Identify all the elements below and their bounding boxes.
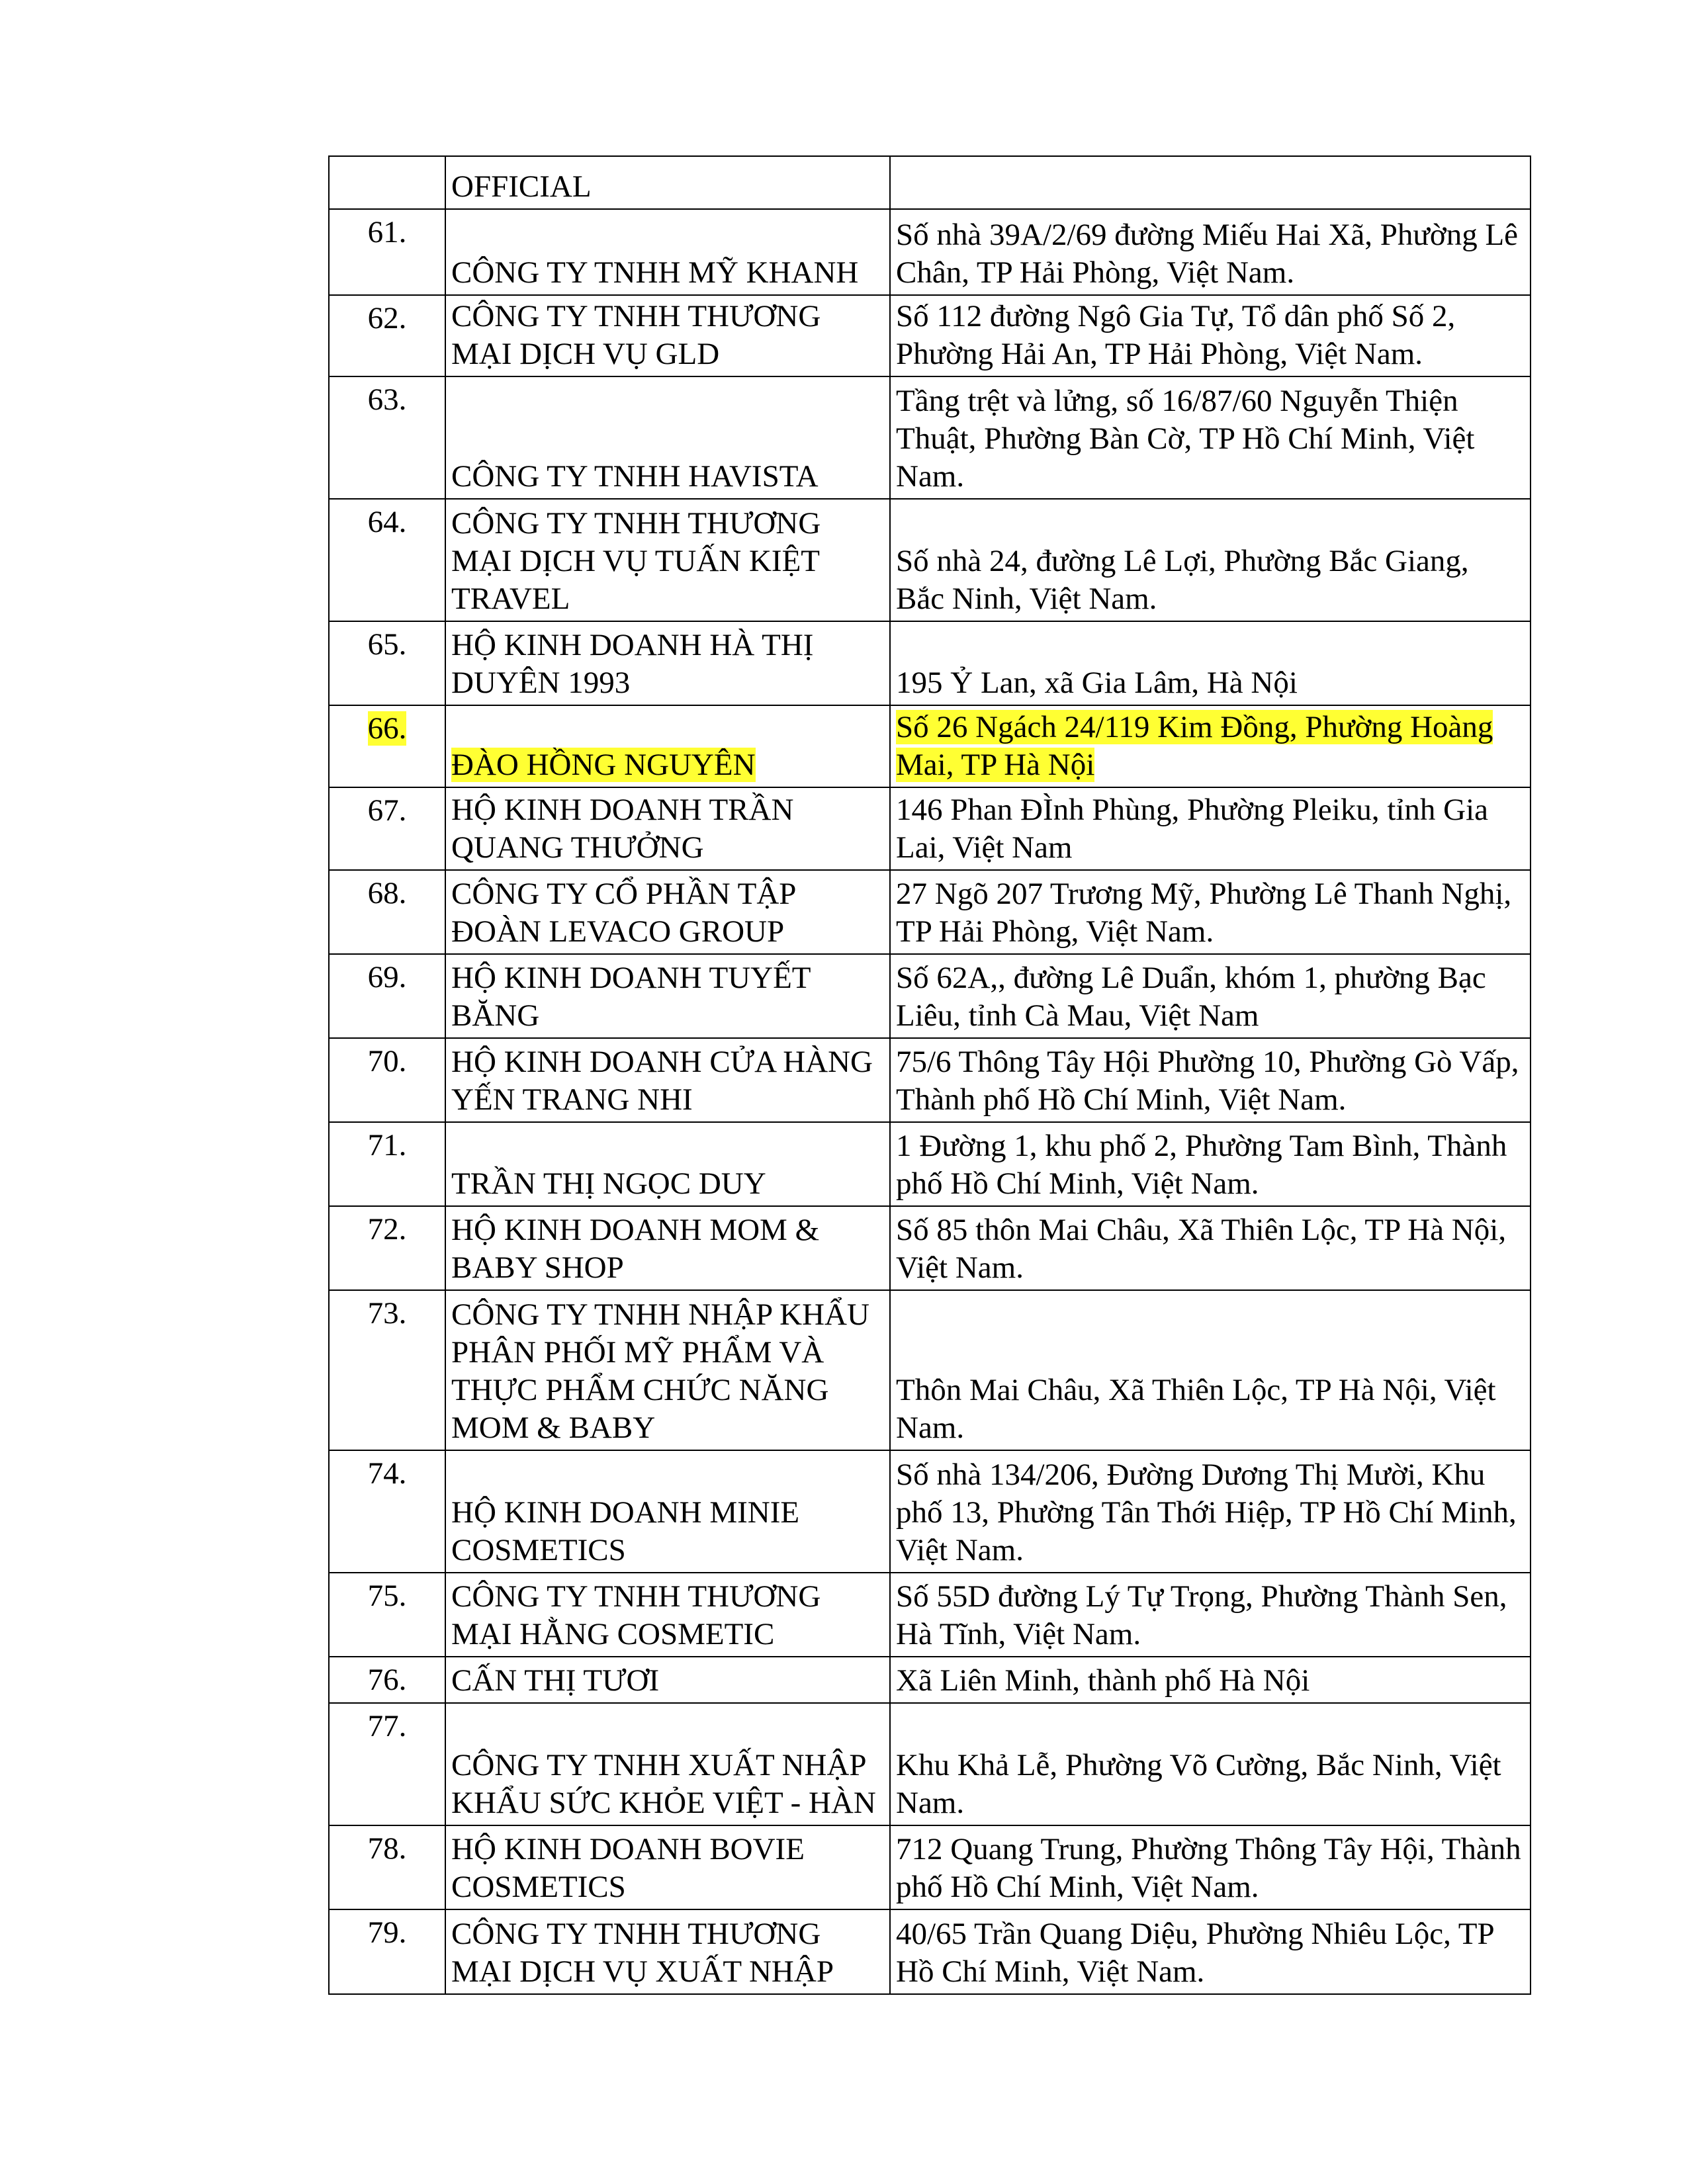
- business-name-cell: [445, 1206, 890, 1290]
- table-row: [329, 1206, 1531, 1290]
- business-address: Số 62A,, đường Lê Duẩn, khóm 1, phường Bạc Liêu, tỉnh Cà Mau, Việt Nam: [896, 961, 1486, 1033]
- business-address-cell: [890, 209, 1531, 295]
- business-address-cell: [890, 870, 1531, 954]
- business-name: TRẦN THỊ NGỌC DUY: [451, 1166, 766, 1201]
- row-number-cell: [329, 787, 445, 870]
- business-address: Số nhà 134/206, Đường Dương Thị Mười, Khu phố 13, Phường Tân Thới Hiệp, TP Hồ Chí Minh, Việt Nam.: [896, 1458, 1517, 1567]
- business-name-cell: [445, 156, 890, 209]
- table-row: [329, 1703, 1531, 1825]
- table-row: [329, 209, 1531, 295]
- business-address: 146 Phan ĐÌnh Phùng, Phường Pleiku, tỉnh Gia Lai, Việt Nam: [896, 793, 1489, 865]
- business-name-cell: [445, 787, 890, 870]
- row-number: 78.: [367, 1831, 407, 1866]
- business-address-cell: [890, 1909, 1531, 1994]
- table-row: [329, 376, 1531, 499]
- row-number: 76.: [367, 1663, 407, 1697]
- business-address: Thôn Mai Châu, Xã Thiên Lộc, TP Hà Nội, Việt Nam.: [896, 1373, 1496, 1445]
- business-name: CÔNG TY TNHH MỸ KHANH: [451, 255, 859, 290]
- table-body: [329, 156, 1531, 1994]
- business-name: HỘ KINH DOANH MINIE COSMETICS: [451, 1495, 800, 1567]
- business-address: 195 Ỷ Lan, xã Gia Lâm, Hà Nội: [896, 666, 1298, 700]
- business-name: HỘ KINH DOANH TRẦN QUANG THƯỞNG: [451, 793, 794, 865]
- business-address-cell: [890, 499, 1531, 621]
- row-number: 79.: [367, 1915, 407, 1950]
- business-name-cell: [445, 1450, 890, 1573]
- business-name: HỘ KINH DOANH HÀ THỊ DUYÊN 1993: [451, 628, 814, 700]
- row-number-cell: [329, 1290, 445, 1450]
- business-address-cell: [890, 1703, 1531, 1825]
- table-row: [329, 156, 1531, 209]
- business-name-cell: [445, 1703, 890, 1825]
- row-number-cell: [329, 1038, 445, 1122]
- row-number: 70.: [367, 1044, 407, 1078]
- row-number-cell: [329, 870, 445, 954]
- business-name: CÔNG TY TNHH THƯƠNG MẠI DỊCH VỤ TUẤN KIỆT TRAVEL: [451, 506, 821, 616]
- business-name: CÔNG TY TNHH THƯƠNG MẠI HẰNG COSMETIC: [451, 1579, 821, 1651]
- table-row: [329, 705, 1531, 787]
- business-address: 712 Quang Trung, Phường Thông Tây Hội, Thành phố Hồ Chí Minh, Việt Nam.: [896, 1832, 1521, 1904]
- row-number: 67.: [367, 793, 407, 828]
- business-name-cell: [445, 954, 890, 1038]
- business-name-cell: [445, 376, 890, 499]
- business-name-cell: [445, 295, 890, 376]
- business-list-table: [328, 155, 1531, 1995]
- business-name: ĐÀO HỒNG NGUYÊN: [451, 748, 756, 782]
- table-row: [329, 1909, 1531, 1994]
- row-number: 73.: [367, 1296, 407, 1331]
- business-name-cell: [445, 1573, 890, 1657]
- business-address: 27 Ngõ 207 Trương Mỹ, Phường Lê Thanh Nghị, TP Hải Phòng, Việt Nam.: [896, 877, 1512, 949]
- business-address: Xã Liên Minh, thành phố Hà Nội: [896, 1663, 1310, 1698]
- business-address-cell: [890, 1122, 1531, 1206]
- row-number-cell: [329, 156, 445, 209]
- business-name-cell: [445, 1657, 890, 1703]
- row-number-cell: [329, 1909, 445, 1994]
- business-name: CÔNG TY TNHH HAVISTA: [451, 459, 819, 494]
- row-number-cell: [329, 1122, 445, 1206]
- business-name: HỘ KINH DOANH TUYẾT BĂNG: [451, 961, 811, 1033]
- business-name-cell: [445, 870, 890, 954]
- business-name: CÔNG TY TNHH THƯƠNG MẠI DỊCH VỤ XUẤT NHẬP: [451, 1917, 834, 1989]
- table-row: [329, 621, 1531, 705]
- business-address-cell: [890, 1573, 1531, 1657]
- business-name-cell: [445, 1038, 890, 1122]
- row-number-cell: [329, 1657, 445, 1703]
- business-name-cell: [445, 1290, 890, 1450]
- business-name: CÔNG TY TNHH XUẤT NHẬP KHẨU SỨC KHỎE VIỆT - HÀN: [451, 1748, 876, 1820]
- business-name-cell: [445, 209, 890, 295]
- business-name: CÔNG TY CỔ PHẦN TẬP ĐOÀN LEVACO GROUP: [451, 877, 795, 949]
- business-name: HỘ KINH DOANH CỬA HÀNG YẾN TRANG NHI: [451, 1045, 873, 1117]
- table-row: [329, 787, 1531, 870]
- business-name-cell: [445, 1909, 890, 1994]
- business-name: OFFICIAL: [451, 169, 592, 204]
- business-address-cell: [890, 295, 1531, 376]
- business-address: 40/65 Trần Quang Diệu, Phường Nhiêu Lộc, TP Hồ Chí Minh, Việt Nam.: [896, 1917, 1493, 1989]
- business-name-cell: [445, 705, 890, 787]
- row-number-cell: [329, 1573, 445, 1657]
- business-name: HỘ KINH DOANH BOVIE COSMETICS: [451, 1832, 805, 1904]
- business-address-cell: [890, 787, 1531, 870]
- business-address: Số 112 đường Ngô Gia Tự, Tổ dân phố Số 2, Phường Hải An, TP Hải Phòng, Việt Nam.: [896, 299, 1456, 371]
- row-number: 62.: [367, 301, 407, 335]
- business-address: Tầng trệt và lửng, số 16/87/60 Nguyễn Thiện Thuật, Phường Bàn Cờ, TP Hồ Chí Minh, Việt Nam.: [896, 384, 1475, 494]
- row-number: 69.: [367, 960, 407, 994]
- table-row: [329, 1573, 1531, 1657]
- row-number: 68.: [367, 876, 407, 910]
- row-number-cell: [329, 376, 445, 499]
- business-address-cell: [890, 1450, 1531, 1573]
- table-row: [329, 954, 1531, 1038]
- business-address-cell: [890, 621, 1531, 705]
- table-row: [329, 1290, 1531, 1450]
- business-address-cell: [890, 705, 1531, 787]
- business-address: 75/6 Thông Tây Hội Phường 10, Phường Gò Vấp, Thành phố Hồ Chí Minh, Việt Nam.: [896, 1045, 1519, 1117]
- business-address-cell: [890, 1825, 1531, 1909]
- row-number-cell: [329, 1703, 445, 1825]
- business-name-cell: [445, 1122, 890, 1206]
- business-address-cell: [890, 1290, 1531, 1450]
- business-address-cell: [890, 1657, 1531, 1703]
- row-number: 61.: [367, 215, 407, 249]
- business-address: Số 26 Ngách 24/119 Kim Đồng, Phường Hoàng Mai, TP Hà Nội: [896, 710, 1493, 782]
- business-name: CÔNG TY TNHH THƯƠNG MẠI DỊCH VỤ GLD: [451, 299, 821, 371]
- business-name-cell: [445, 1825, 890, 1909]
- table-row: [329, 1825, 1531, 1909]
- row-number-cell: [329, 295, 445, 376]
- business-name: HỘ KINH DOANH MOM & BABY SHOP: [451, 1213, 820, 1285]
- row-number-cell: [329, 954, 445, 1038]
- business-address: Số nhà 39A/2/69 đường Miếu Hai Xã, Phường Lê Chân, TP Hải Phòng, Việt Nam.: [896, 218, 1519, 290]
- row-number: 66.: [367, 711, 407, 746]
- row-number: 71.: [367, 1128, 407, 1162]
- business-address-cell: [890, 156, 1531, 209]
- business-name: CÔNG TY TNHH NHẬP KHẨU PHÂN PHỐI MỸ PHẨM VÀ THỰC PHẨM CHỨC NĂNG MOM & BABY: [451, 1297, 869, 1445]
- row-number-cell: [329, 1825, 445, 1909]
- business-address-cell: [890, 1038, 1531, 1122]
- business-address-cell: [890, 376, 1531, 499]
- table-row: [329, 870, 1531, 954]
- business-name-cell: [445, 499, 890, 621]
- row-number: 63.: [367, 382, 407, 417]
- row-number: 72.: [367, 1212, 407, 1246]
- business-address: Số 85 thôn Mai Châu, Xã Thiên Lộc, TP Hà Nội, Việt Nam.: [896, 1213, 1507, 1285]
- row-number-cell: [329, 621, 445, 705]
- table-row: [329, 1122, 1531, 1206]
- row-number-cell: [329, 705, 445, 787]
- table-row: [329, 499, 1531, 621]
- row-number: 64.: [367, 505, 407, 539]
- row-number-cell: [329, 1206, 445, 1290]
- business-address: Số 55D đường Lý Tự Trọng, Phường Thành Sen, Hà Tĩnh, Việt Nam.: [896, 1579, 1507, 1651]
- row-number-cell: [329, 499, 445, 621]
- table-row: [329, 1450, 1531, 1573]
- row-number: 65.: [367, 627, 407, 662]
- business-name: CẤN THỊ TƯƠI: [451, 1663, 660, 1698]
- business-address: Số nhà 24, đường Lê Lợi, Phường Bắc Giang, Bắc Ninh, Việt Nam.: [896, 544, 1469, 616]
- row-number-cell: [329, 1450, 445, 1573]
- row-number: 75.: [367, 1579, 407, 1613]
- business-name-cell: [445, 621, 890, 705]
- business-address: Khu Khả Lễ, Phường Võ Cường, Bắc Ninh, Việt Nam.: [896, 1748, 1501, 1820]
- row-number-cell: [329, 209, 445, 295]
- row-number: 77.: [367, 1709, 407, 1743]
- table-row: [329, 295, 1531, 376]
- table-row: [329, 1657, 1531, 1703]
- row-number: 74.: [367, 1456, 407, 1491]
- business-address: 1 Đường 1, khu phố 2, Phường Tam Bình, Thành phố Hồ Chí Minh, Việt Nam.: [896, 1129, 1507, 1201]
- business-address-cell: [890, 1206, 1531, 1290]
- table-row: [329, 1038, 1531, 1122]
- business-address-cell: [890, 954, 1531, 1038]
